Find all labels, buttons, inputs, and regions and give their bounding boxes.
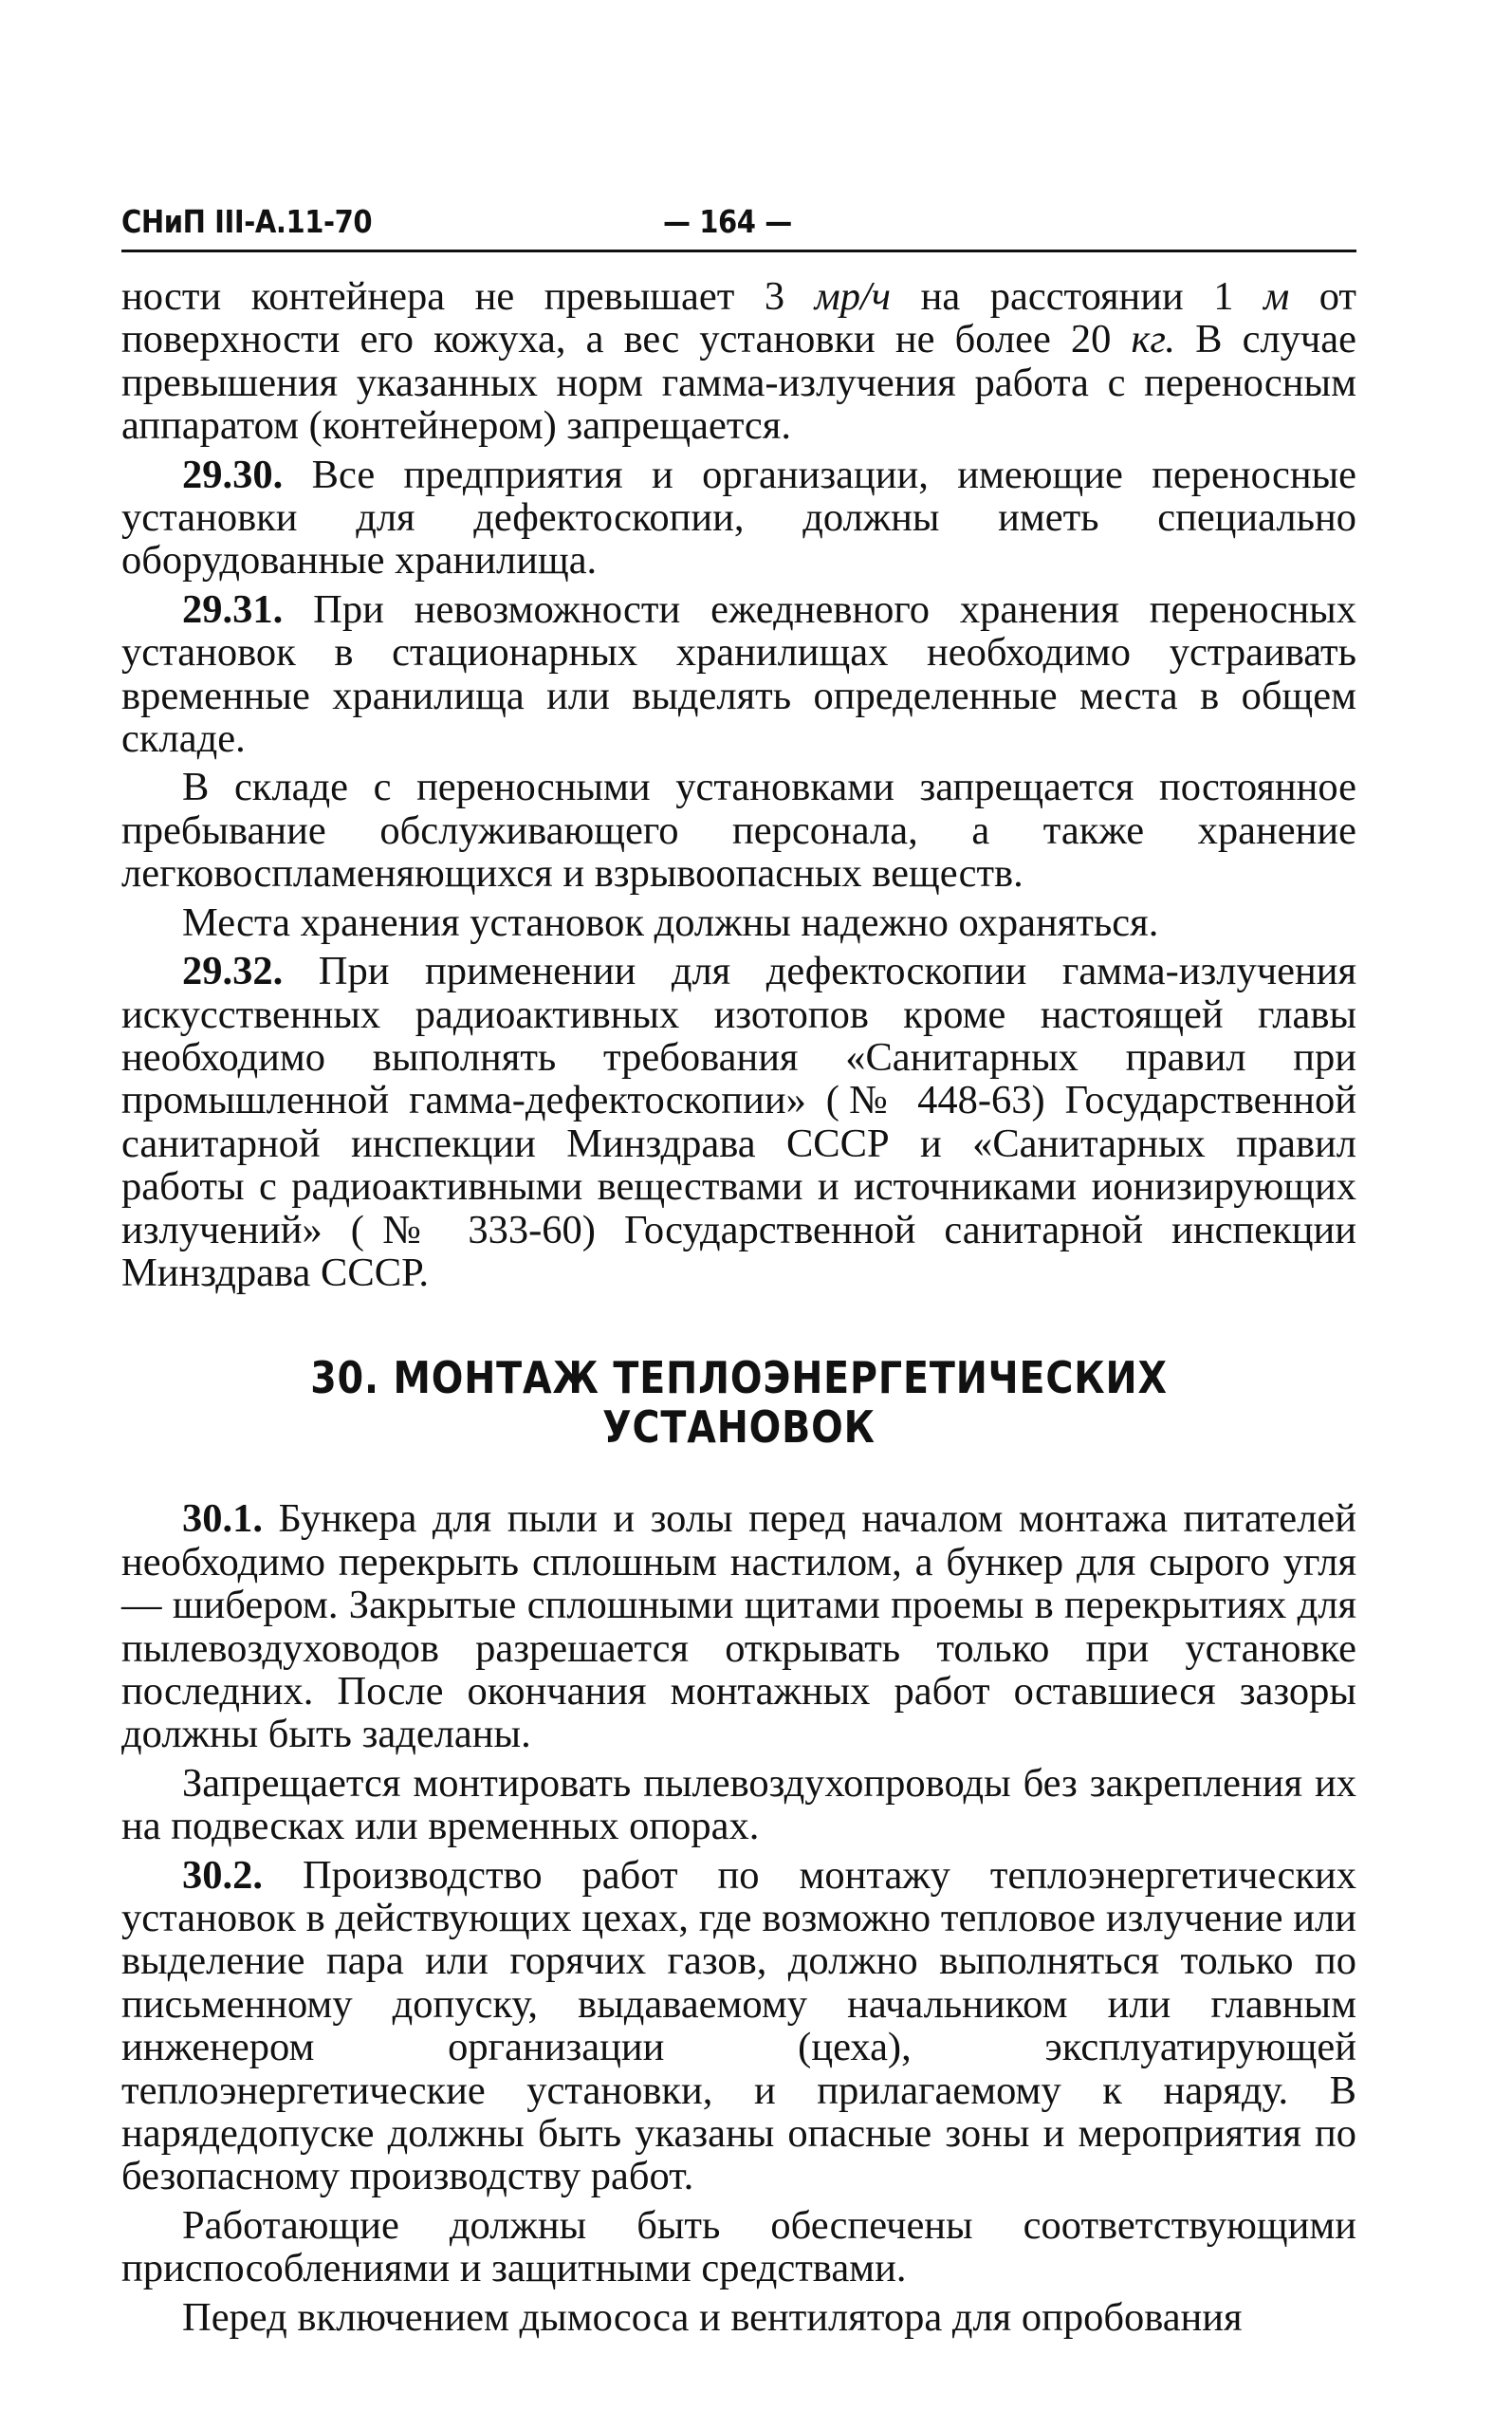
paragraph-protection: Работающие должны быть обеспечены соответствующими приспособлениями и защитными средствами. [121,2202,1356,2291]
unit-label: мр/ч [814,274,892,319]
clause-number: 30.1. [182,1496,263,1542]
section-title: 30. МОНТАЖ ТЕПЛОЭНЕРГЕТИЧЕСКИХ УСТАНОВОК [310,1352,1168,1454]
paragraph-text: ности контейнера не превышает 3 [121,274,815,319]
clause-number: 29.30. [182,452,284,497]
clause-text: Бункера для пыли и золы перед началом монтажа питателей необходимо перекрыть сплошным настилом, а бункер для сырого угля — шибером. Закрытые сплошными щитами проемы в перекрытиях для пылевоздуховодов разрешается открывать только при установке последних. После окончания монтажных работ оставшиеся зазоры должны быть заделаны. [121,1496,1356,1757]
paragraph-text: от поверхности его кожуха, а вес установки не более 20 [121,274,1357,362]
clause-text: Производство работ по монтажу теплоэнергетических установок в действующих цехах, где возможно тепловое излучение или выделение пара или горячих газов, должно выполняться только по письменному допуску, выдаваемому начальником или главным инженером организации (цеха), эксплуатирующей теплоэнергетические установки, и прилагаемому к наряду. В нарядедопуске должны быть указаны опасные зоны и мероприятия по безопасному производству работ. [121,1852,1356,2199]
paragraph-fan-test: Перед включением дымососа и вентилятора для опробования [182,2294,1243,2340]
paragraph-storage-guard: Места хранения установок должны надежно охраняться. [182,899,1159,945]
clause-number: 29.31. [182,586,284,632]
paragraph-text: В случае превышения указанных норм гамма-излучения работа с переносным аппаратом (контейнером) запрещается. [121,317,1356,449]
paragraph-continuation [121,275,1356,448]
clause-30-2 [121,1854,1356,2198]
paragraph-storage-personnel: В складе с переносными установками запрещается постоянное пребывание обслуживающего персонала, а также хранение легковоспламеняющихся и взрывоопасных веществ. [121,765,1356,897]
paragraph-dust-ducts: Запрещается монтировать пылевоздухопроводы без закрепления их на подвесках или временных опорах. [121,1760,1356,1849]
unit-label: кг. [1131,317,1176,362]
document-body [121,275,1356,2345]
clause-text: Все предприятия и организации, имеющие переносные установки для дефектоскопии, должны иметь специально оборудованные хранилища. [121,452,1356,584]
unit-label: м [1263,274,1290,319]
clause-text: При невозможности ежедневного хранения переносных установок в стационарных хранилищах необходимо устраивать временные хранилища или выделять определенные места в общем складе. [121,586,1356,762]
page-number: — 164 — [663,203,792,240]
document-code: СНиП III-А.11-70 [121,203,373,240]
clause-number: 30.2. [182,1852,263,1898]
paragraph-text: на расстоянии 1 [891,274,1264,319]
header-rule [121,250,1356,252]
clause-29-30 [121,454,1356,583]
page-header [121,190,1356,256]
clause-29-31 [121,588,1356,761]
clause-text: При применении для дефектоскопии гамма-излучения искусственных радиоактивных изотопов кроме настоящей главы необходимо выполнять требования «Санитарных правил при промышленной гамма-дефектоскопии» (№ 448-63) Государственной санитарной инспекции Минздрава СССР и «Санитарных правил работы с радиоактивными веществами и источниками ионизирующих излучений» (№ 333-60) Государственной санитарной инспекции Минздрава СССР. [121,949,1356,1295]
clause-number: 29.32. [182,949,284,994]
clause-29-32 [121,950,1356,1294]
clause-30-1 [121,1497,1356,1755]
